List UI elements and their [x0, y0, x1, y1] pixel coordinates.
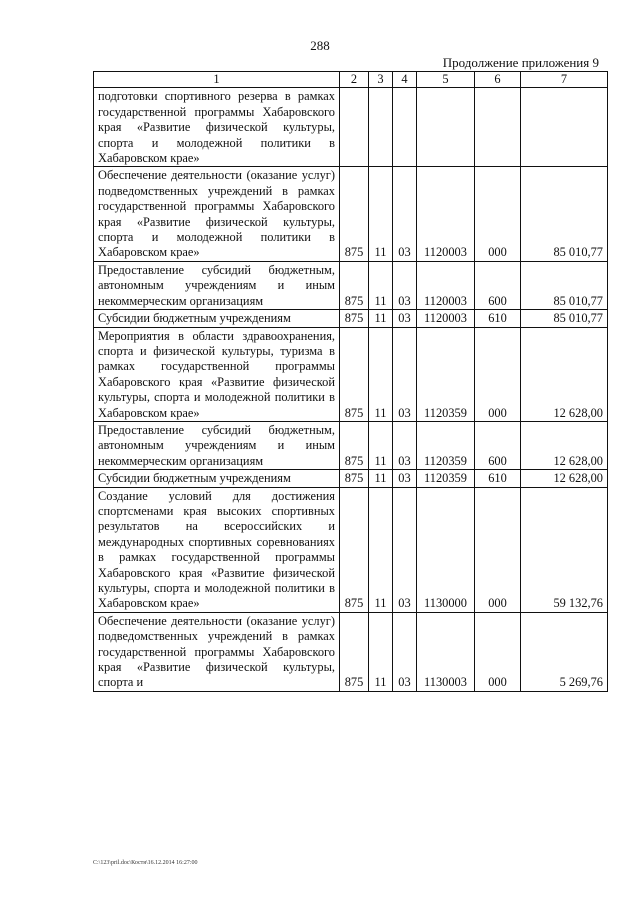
cell-description: Субсидии бюджетным учреждениям	[94, 310, 340, 327]
cell-target-article: 1130000	[417, 487, 475, 612]
budget-table	[93, 71, 608, 692]
cell-target-article: 1120003	[417, 261, 475, 309]
cell-expense-type: 000	[475, 487, 521, 612]
cell-ministry-code: 875	[340, 167, 369, 261]
cell-target-article: 1120359	[417, 421, 475, 469]
cell-ministry-code: 875	[340, 310, 369, 327]
cell-description: Обеспечение деятельности (оказание услуг) подведомственных учреждений в рамках государственной программы Хабаровского края «Развитие физической культуры, спорта и	[94, 612, 340, 691]
cell-amount: 85 010,77	[521, 167, 608, 261]
cell-subsection-code: 03	[393, 327, 417, 421]
appendix-continuation-note: Продолжение приложения 9	[442, 55, 599, 70]
page-number: 288	[310, 38, 330, 53]
cell-expense-type: 000	[475, 167, 521, 261]
header-col-6: 6	[475, 72, 521, 88]
cell-target-article: 1120003	[417, 167, 475, 261]
cell-expense-type: 610	[475, 470, 521, 487]
cell-section-code: 11	[369, 421, 393, 469]
cell-ministry-code: 875	[340, 487, 369, 612]
cell-amount	[521, 88, 608, 167]
table-row	[94, 470, 608, 487]
cell-target-article: 1120359	[417, 327, 475, 421]
cell-amount: 85 010,77	[521, 261, 608, 309]
cell-amount: 59 132,76	[521, 487, 608, 612]
cell-section-code: 11	[369, 167, 393, 261]
header-col-2: 2	[340, 72, 369, 88]
table-row	[94, 612, 608, 691]
cell-amount: 12 628,00	[521, 421, 608, 469]
cell-amount: 5 269,76	[521, 612, 608, 691]
cell-section-code: 11	[369, 612, 393, 691]
cell-target-article: 1120359	[417, 470, 475, 487]
cell-description: Предоставление субсидий бюджетным, автономным учреждениям и иным некоммерческим организациям	[94, 261, 340, 309]
cell-ministry-code	[340, 88, 369, 167]
cell-section-code: 11	[369, 261, 393, 309]
cell-subsection-code: 03	[393, 487, 417, 612]
cell-subsection-code: 03	[393, 261, 417, 309]
cell-description: Мероприятия в области здравоохранения, спорта и физической культуры, туризма в рамках государственной программы Хабаровского края «Развитие физической культуры, спорта и молодежной политики в Хабаровском крае»	[94, 327, 340, 421]
cell-ministry-code: 875	[340, 327, 369, 421]
cell-subsection-code: 03	[393, 167, 417, 261]
cell-amount: 85 010,77	[521, 310, 608, 327]
cell-expense-type: 000	[475, 612, 521, 691]
cell-description: Обеспечение деятельности (оказание услуг) подведомственных учреждений в рамках государственной программы Хабаровского края «Развитие физической культуры, спорта и молодежной политики в Хабаровском крае»	[94, 167, 340, 261]
header-col-1: 1	[94, 72, 340, 88]
cell-ministry-code: 875	[340, 421, 369, 469]
cell-expense-type: 600	[475, 421, 521, 469]
cell-target-article: 1130003	[417, 612, 475, 691]
header-col-3: 3	[369, 72, 393, 88]
cell-expense-type	[475, 88, 521, 167]
cell-section-code: 11	[369, 327, 393, 421]
cell-subsection-code: 03	[393, 470, 417, 487]
table-row	[94, 261, 608, 309]
cell-subsection-code: 03	[393, 612, 417, 691]
table-row	[94, 487, 608, 612]
table-row	[94, 327, 608, 421]
cell-section-code	[369, 88, 393, 167]
cell-ministry-code: 875	[340, 470, 369, 487]
cell-description: Создание условий для достижения спортсменами края высоких спортивных результатов на всероссийских и международных спортивных соревнованиях в рамках государственной программы Хабаровского края «Развитие физической культуры, спорта и молодежной политики в Хабаровском крае»	[94, 487, 340, 612]
cell-ministry-code: 875	[340, 261, 369, 309]
cell-section-code: 11	[369, 470, 393, 487]
table-header-row	[94, 72, 608, 88]
cell-description: Предоставление субсидий бюджетным, автономным учреждениям и иным некоммерческим организациям	[94, 421, 340, 469]
cell-subsection-code: 03	[393, 310, 417, 327]
table-row	[94, 167, 608, 261]
table-row	[94, 310, 608, 327]
file-path-footer: C:\123\pril.doc\Костя\16.12.2014 16:27:00	[93, 860, 198, 866]
table-body	[94, 72, 608, 692]
cell-amount: 12 628,00	[521, 470, 608, 487]
header-col-4: 4	[393, 72, 417, 88]
cell-subsection-code: 03	[393, 421, 417, 469]
header-col-7: 7	[521, 72, 608, 88]
table-row	[94, 88, 608, 167]
cell-amount: 12 628,00	[521, 327, 608, 421]
cell-section-code: 11	[369, 310, 393, 327]
cell-expense-type: 000	[475, 327, 521, 421]
cell-ministry-code: 875	[340, 612, 369, 691]
table-row	[94, 421, 608, 469]
cell-section-code: 11	[369, 487, 393, 612]
cell-subsection-code	[393, 88, 417, 167]
cell-description: Субсидии бюджетным учреждениям	[94, 470, 340, 487]
cell-description: подготовки спортивного резерва в рамках государственной программы Хабаровского края «Развитие физической культуры, спорта и молодежной политики в Хабаровском крае»	[94, 88, 340, 167]
cell-expense-type: 600	[475, 261, 521, 309]
cell-target-article: 1120003	[417, 310, 475, 327]
cell-target-article	[417, 88, 475, 167]
cell-expense-type: 610	[475, 310, 521, 327]
header-col-5: 5	[417, 72, 475, 88]
